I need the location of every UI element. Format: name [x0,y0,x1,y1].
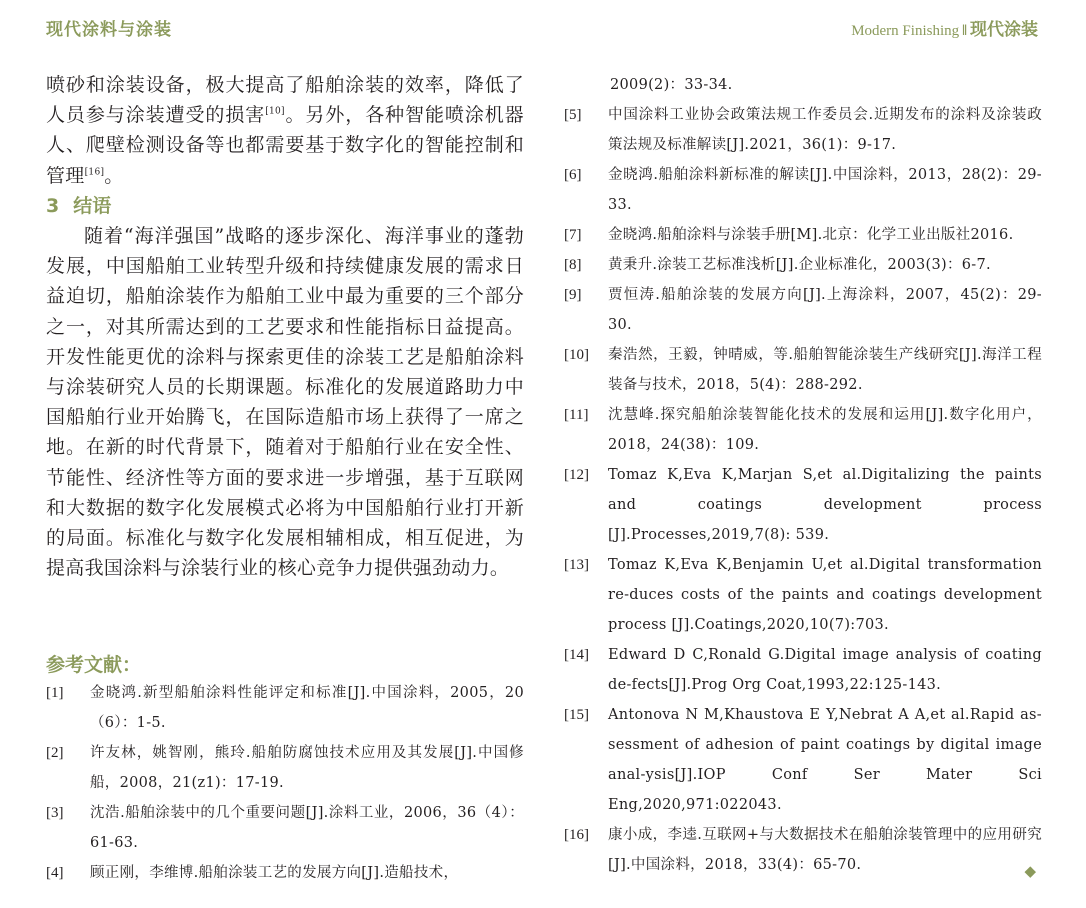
reference-text: 康小成，李逵.互联网+与大数据技术在船舶涂装管理中的应用研究[J].中国涂料，2018，33(4)：65-70. [608,827,1042,873]
reference-number: [2] [46,745,64,761]
reference-item [564,160,1042,220]
reference-number: [16] [564,827,589,843]
reference-item [564,640,1042,700]
journal-header-left: 现代涂料与涂装 [46,20,172,40]
reference-number: [5] [564,107,582,123]
conclusion-paragraph: 随着“海洋强国”战略的逐步深化、海洋事业的蓬勃发展，中国船舶工业转型升级和持续健康发展的需求日益迫切，船舶涂装作为船舶工业中最为重要的三个部分之一，对其所需达到的工艺要求和性能指标日益提高。开发性能更优的涂料与探索更佳的涂装工艺是船舶涂料与涂装研究人员的长期课题。标准化的发展道路助力中国船舶行业开始腾飞，在国际造船市场上获得了一席之地。在新的时代背景下，随着对于船舶行业在安全性、节能性、经济性等方面的要求进一步增强，基于互联网和大数据的数字化发展模式必将为中国船舶行业打开新的局面。标准化与数字化发展相辅相成，相互促进，为提高我国涂料与涂装行业的核心竞争力提供强劲动力。 [46,225,524,580]
reference-text: 金晓鸿.船舶涂料新标准的解读[J].中国涂料，2013，28(2)：29-33. [608,167,1042,213]
para1-text-c: 。 [104,164,124,187]
references-list-left [46,678,524,888]
body-paragraph-1 [46,70,524,191]
reference-item [564,250,1042,280]
reference-number: [14] [564,647,589,663]
reference-number: [10] [564,347,589,363]
reference-number: [11] [564,407,589,423]
section-title: 结语 [73,194,112,217]
reference-text: 顾正刚，李维博.船舶涂装工艺的发展方向[J].造船技术， [90,865,459,881]
reference-text: 许友林，姚智刚，熊玲.船舶防腐蚀技术应用及其发展[J].中国修船，2008，21(z1)：17-19. [90,745,524,791]
para1-text-a: 喷砂和涂装设备，极大提高了船舶涂装的效率，降低了人员参与涂装遭受的损害 [46,74,524,127]
reference-item [46,798,524,858]
reference-4-continuation [564,70,1042,100]
reference-item [564,820,1042,880]
reference-number: [15] [564,707,589,723]
journal-header-right [851,15,1038,40]
reference-number: [3] [46,805,64,821]
reference-number: [1] [46,685,64,701]
reference-item [564,100,1042,160]
reference-text: 金晓鸿.船舶涂料与涂装手册[M].北京：化学工业出版社2016. [608,227,1014,243]
left-column [46,70,524,583]
citation-10: [10] [265,106,285,117]
para1-text-b: 。另外，各种智能喷涂机器人、爬壁检测设备等也都需要基于数字化的智能控制和管理 [46,104,524,187]
reference-number: [9] [564,287,582,303]
reference-text: 沈慧峰.探究船舶涂装智能化技术的发展和运用[J].数字化用户，2018，24(38)：109. [608,407,1042,453]
section-number: 3 [46,194,60,217]
reference-item [46,738,524,798]
reference-item [564,700,1042,820]
reference-item [564,400,1042,460]
reference-text: Edward D C,Ronald G.Digital image analysis of coating de-fects[J].Prog Org Coat,1993,22:125-143. [608,647,1042,693]
reference-item [564,280,1042,340]
reference-item [564,340,1042,400]
reference-text: 沈浩.船舶涂装中的几个重要问题[J].涂料工业，2006，36（4）：61-63. [90,805,524,851]
end-mark-icon: ◆ [1024,862,1036,880]
reference-number: [13] [564,557,589,573]
reference-item [564,550,1042,640]
reference-item [564,220,1042,250]
reference-number: [6] [564,167,582,183]
journal-name-en: Modern Finishing [851,23,960,39]
reference-item [46,858,524,888]
reference-number: [8] [564,257,582,273]
reference-number: [12] [564,467,589,483]
header-separator: ‖ [962,23,967,39]
reference-text: Tomaz K,Eva K,Marjan S,et al.Digitalizing the paints and coatings development process [J].Processes,2019,7(8): 539. [608,467,1042,543]
references-title: 参考文献： [46,654,142,676]
reference-text: 黄秉升.涂装工艺标准浅析[J].企业标准化，2003(3)：6-7. [608,257,991,273]
references-list-right [564,70,1042,880]
reference-text: 秦浩然，王毅，钟晴威，等.船舶智能涂装生产线研究[J].海洋工程装备与技术，2018，5(4)：288-292. [608,347,1042,393]
journal-name-cn: 现代涂装 [970,20,1038,40]
reference-text: Antonova N M,Khaustova E Y,Nebrat A A,et al.Rapid as-sessment of adhesion of paint coatings by digital image anal-ysis[J].IOP Conf Ser Mater Sci Eng,2020,971:022043. [608,707,1042,813]
citation-16: [16] [84,167,105,178]
reference-text: 金晓鸿.新型船舶涂料性能评定和标准[J].中国涂料，2005，20（6）：1-5. [90,685,524,731]
reference-text: Tomaz K,Eva K,Benjamin U,et al.Digital transformation re-duces costs of the paints and coatings development process [J].Coatings,2020,10(7):703. [608,557,1042,633]
reference-number: [7] [564,227,582,243]
reference-text: 贾恒涛.船舶涂装的发展方向[J].上海涂料，2007，45(2)：29-30. [608,287,1042,333]
reference-number: [4] [46,865,64,881]
section-heading [46,191,524,221]
reference-item [564,460,1042,550]
reference-text: 中国涂料工业协会政策法规工作委员会.近期发布的涂料及涂装政策法规及标准解读[J].2021，36(1)：9-17. [608,107,1042,153]
reference-text: 2009(2)：33-34. [610,77,733,93]
reference-item [46,678,524,738]
